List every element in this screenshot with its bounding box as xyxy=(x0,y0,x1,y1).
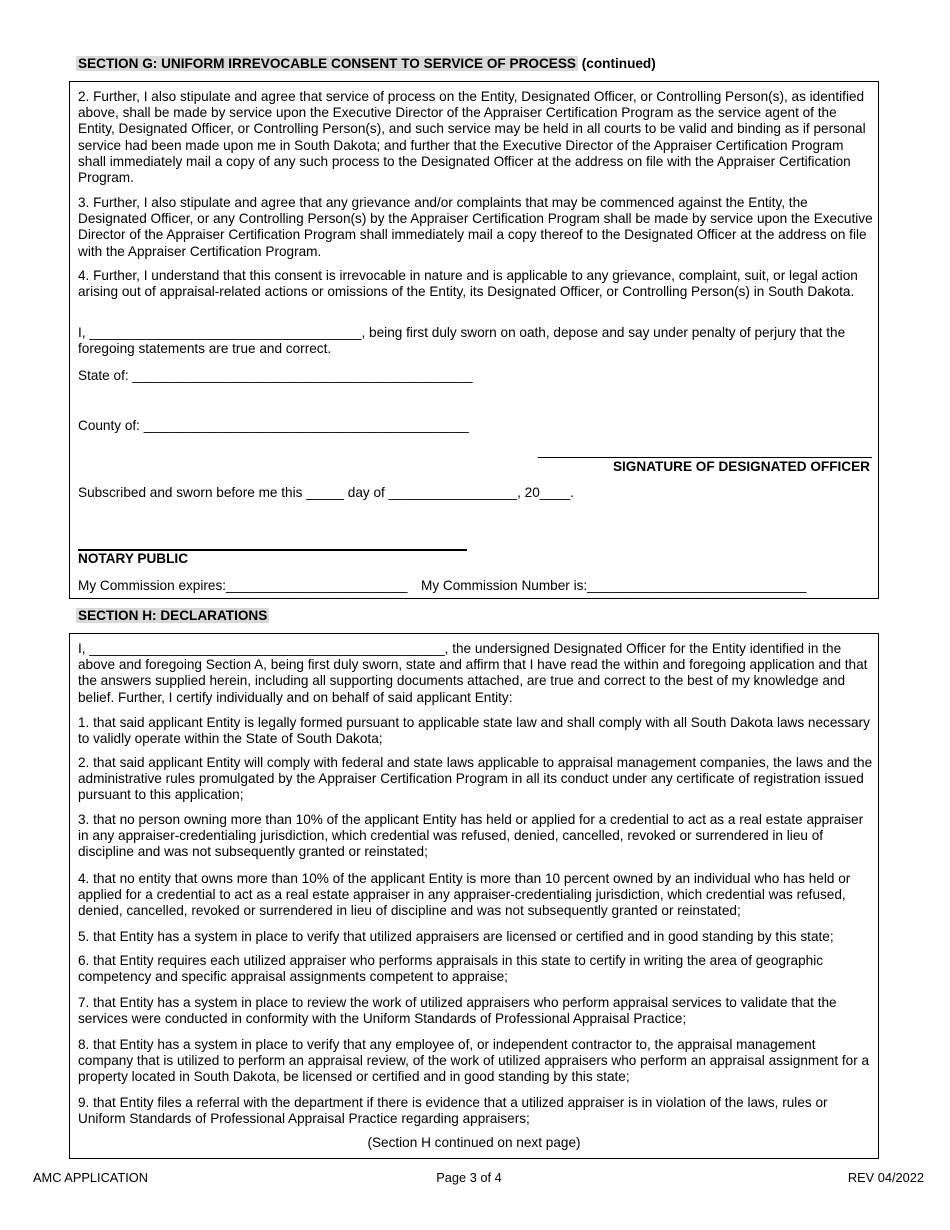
declaration-item: 3. that no person owning more than 10% of the applicant Entity has held or applied for a credential to act as a real estate appraiser in any appraiser-credentialing jurisdiction, which credential was refused, denied, cancelled, revoked or surrendered in lieu of discipline and was not subsequently granted or reinstated; xyxy=(78,812,864,860)
consent-paragraph-3: 3. Further, I also stipulate and agree that any grievance and/or complaints that may be commenced against the Entity, the Designated Officer, or any Controlling Person(s) by the Appraiser Certification Program shall be made by service upon the Executive Director of the Appraiser Certification Program shall immediately mail a copy thereof to the Designated Officer at the address on file with the Appraiser Certification Program. xyxy=(78,195,873,259)
declaration-item: 8. that Entity has a system in place to verify that any employee of, or independent contractor to, the appraisal management company that is utilized to perform an appraisal review, of the work of utilized appraisers who perform an appraisal assignment for a property located in South Dakota, be licensed or certified and in good standing by this state; xyxy=(78,1037,870,1085)
footer-page-number: Page 3 of 4 xyxy=(436,1170,502,1185)
declaration-item: 5. that Entity has a system in place to verify that utilized appraisers are licensed or certified and in good standing by this state; xyxy=(78,929,834,944)
state-of-field[interactable]: State of: _____________________________________________ xyxy=(78,368,473,383)
oath-statement[interactable]: I, ____________________________________, being first duly sworn on oath, depose and say under penalty of perjury that the foregoing statements are true and correct. xyxy=(78,325,846,357)
footer-form-name: AMC APPLICATION xyxy=(33,1170,148,1185)
consent-paragraph-2: 2. Further, I also stipulate and agree that service of process on the Entity, Designated Officer, or Controlling Person(s), as identified above, shall be made by service upon the Executive Director of the Appraiser Certification Program as the service agent of the Entity, Designated Officer, or Controlling Person(s), and such service may be held in all courts to be valid and binding as if personal service had been made upon me in South Dakota; and further that the Executive Director of the Appraiser Certification Program shall immediately mail a copy of any such process to the Designated Officer at the address on file with the Appraiser Certification Program. xyxy=(78,89,866,186)
commission-number-field[interactable]: My Commission Number is:_____________________________ xyxy=(421,578,807,593)
signature-line[interactable] xyxy=(538,457,872,458)
signature-label: SIGNATURE OF DESIGNATED OFFICER xyxy=(612,459,870,474)
section-g-title: SECTION G: UNIFORM IRREVOCABLE CONSENT TO SERVICE OF PROCESS (continued) xyxy=(78,56,656,71)
section-g-box xyxy=(69,81,879,599)
commission-expires-field[interactable]: My Commission expires:________________________ xyxy=(78,578,408,593)
section-h-box xyxy=(69,633,879,1159)
section-h-title: SECTION H: DECLARATIONS xyxy=(78,608,268,623)
declaration-item: 9. that Entity files a referral with the department if there is evidence that a utilized appraiser is in violation of the laws, rules or Uniform Standards of Professional Appraisal Practice regarding appraisers; xyxy=(78,1095,828,1127)
notary-public-label: NOTARY PUBLIC xyxy=(78,551,189,566)
consent-paragraph-4: 4. Further, I understand that this consent is irrevocable in nature and is applicable to any grievance, complaint, suit, or legal action arising out of appraisal-related actions or omissions of the Entity, its Designated Officer, or Controlling Person(s) in South Dakota. xyxy=(78,268,858,300)
declaration-intro[interactable]: I, _______________________________________________, the undersigned Designated Officer for the Entity identified in the above and foregoing Section A, being first duly sworn, state and affirm that I have read the within and foregoing application and that the answers supplied herein, including all supporting documents attached, are true and correct to the best of my knowledge and belief. Further, I certify individually and on behalf of said applicant Entity: xyxy=(78,641,868,705)
declaration-item: 4. that no entity that owns more than 10% of the applicant Entity is more than 10 percent owned by an individual who has held or applied for a credential to act as a real estate appraiser in any appraiser-credentialing jurisdiction, which credential was refused, denied, cancelled, revoked or surrendered in lieu of discipline and was not subsequently granted or reinstated; xyxy=(78,871,851,919)
continued-note: (Section H continued on next page) xyxy=(367,1135,581,1150)
declaration-item: 2. that said applicant Entity will comply with federal and state laws applicable to appraisal management companies, the laws and the administrative rules promulgated by the Appraiser Certification Program in all its conduct under any certificate of registration issued pursuant to this application; xyxy=(78,755,873,803)
footer-revision: REV 04/2022 xyxy=(847,1170,924,1185)
declaration-item: 6. that Entity requires each utilized appraiser who performs appraisals in this state to certify in writing the area of geographic competency and specific appraisal assignments competent to appraise; xyxy=(78,953,824,985)
subscribed-sworn-line[interactable]: Subscribed and sworn before me this _____ day of _________________, 20____. xyxy=(78,485,574,500)
declaration-item: 1. that said applicant Entity is legally formed pursuant to applicable state law and shall comply with all South Dakota laws necessary to validly operate within the State of South Dakota; xyxy=(78,715,870,747)
declaration-item: 7. that Entity has a system in place to review the work of utilized appraisers who perform appraisal services to validate that the services were conducted in conformity with the Uniform Standards of Professional Appraisal Practice; xyxy=(78,995,837,1027)
county-of-field[interactable]: County of: ___________________________________________ xyxy=(78,418,469,433)
